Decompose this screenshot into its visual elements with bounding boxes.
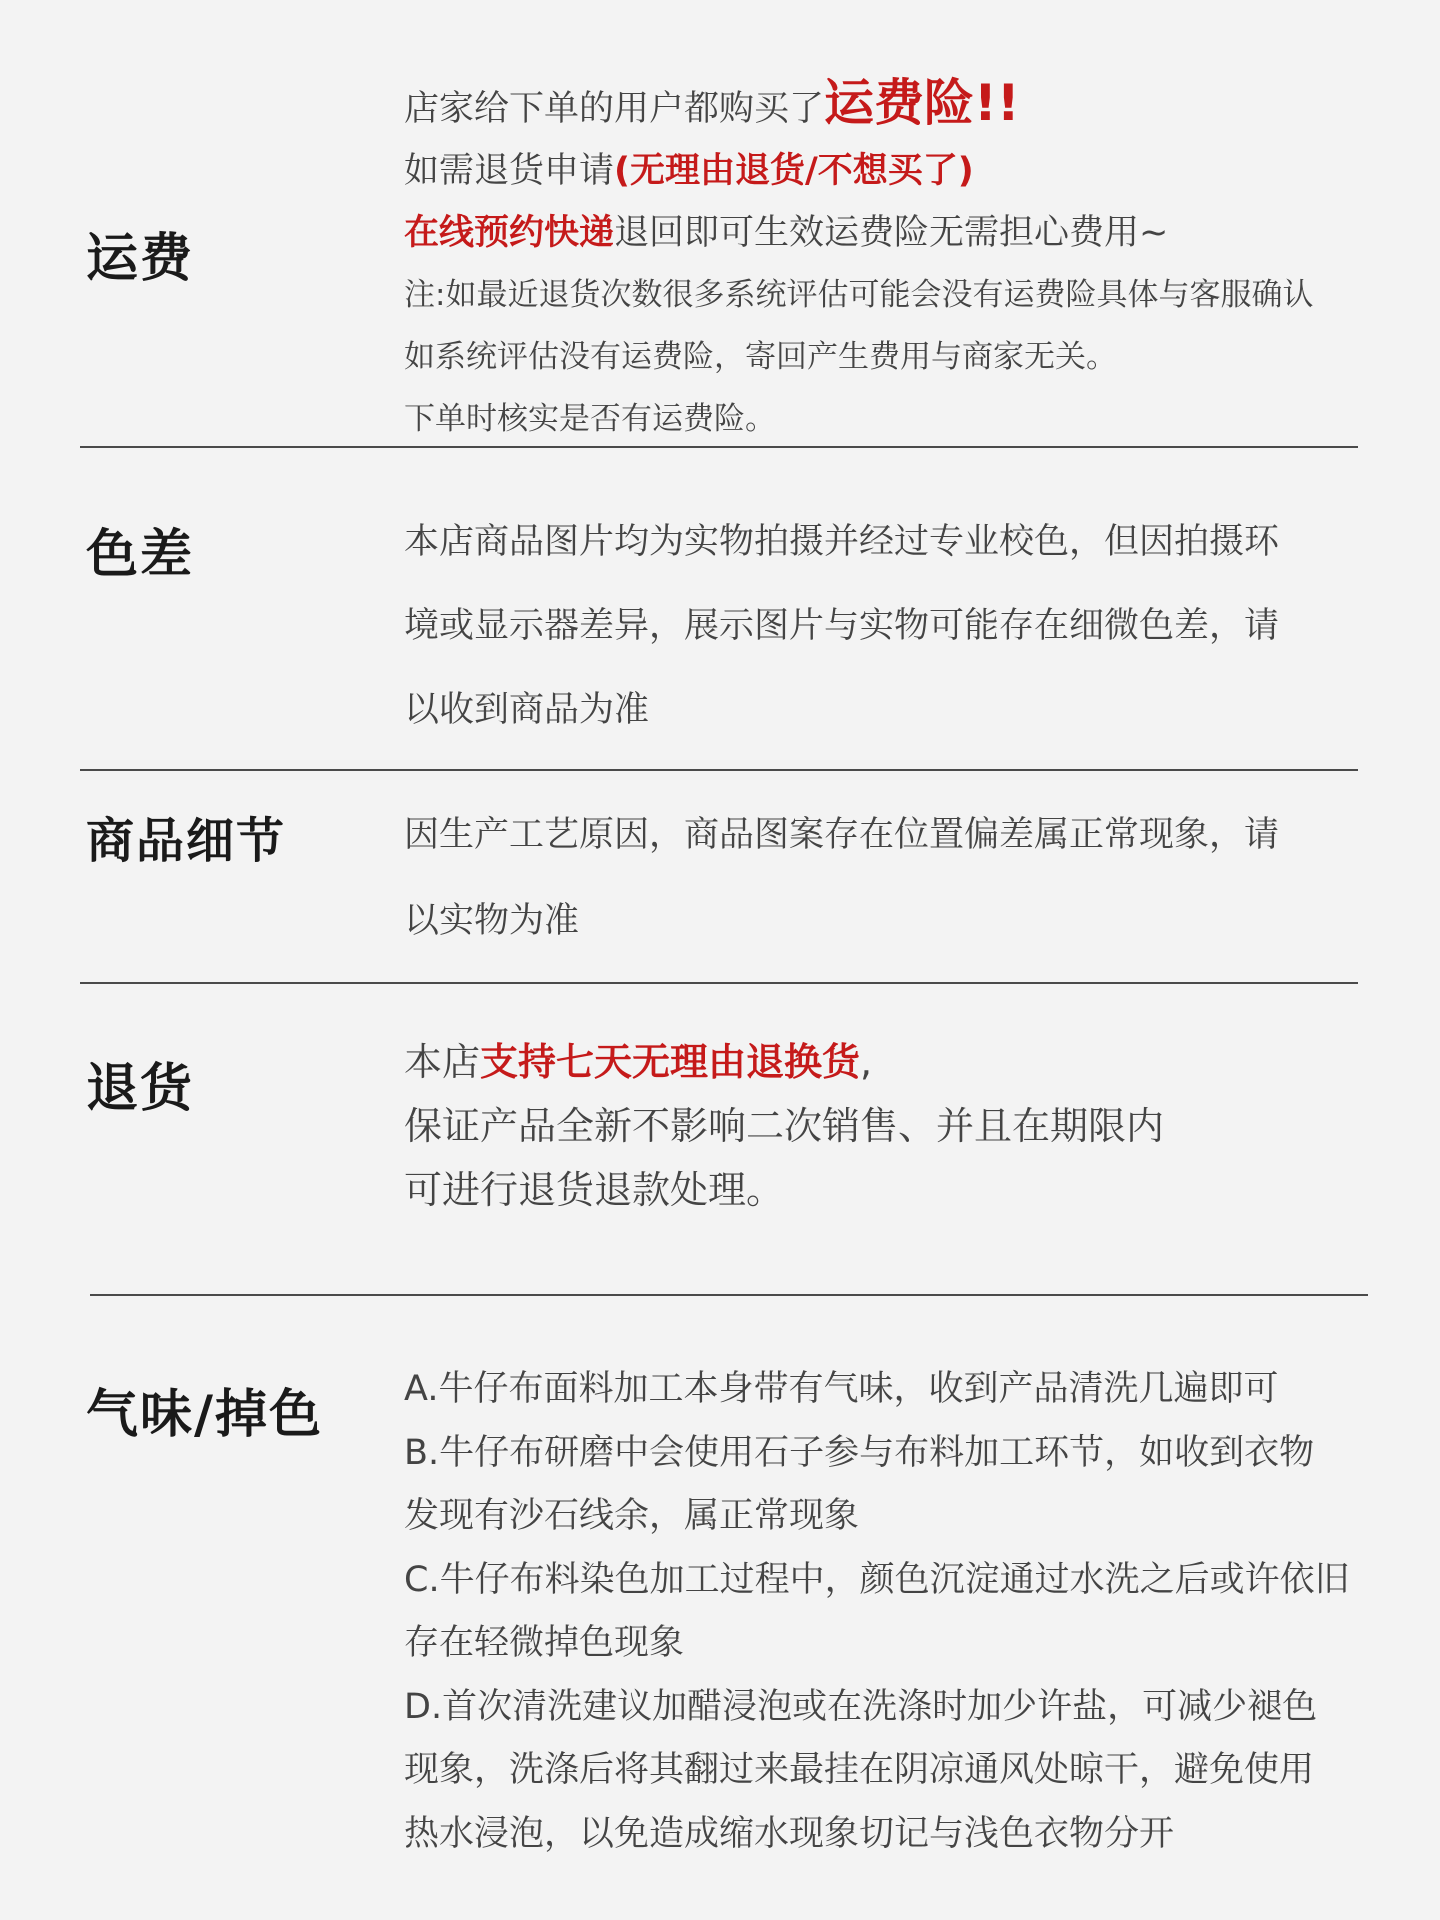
details-line-2: 以实物为准 [404,901,580,941]
color-diff-title: 色差 [86,525,195,585]
color-diff-body [404,500,1279,752]
returns-body [404,1030,1164,1222]
odor-line-5: 存在轻微掉色现象 [404,1623,685,1663]
odor-line-7: 现象，洗涤后将其翻过来最挂在阴凉通风处晾干，避免使用 [404,1750,1315,1790]
details-title: 商品细节 [86,813,287,869]
divider-2 [80,769,1358,771]
shipping-reason-highlight: (无理由退货/不想买了) [614,151,974,191]
odor-line-3: 发现有沙石线余，属正常现象 [404,1496,860,1536]
shipping-line-3: 在线预约快递退回即可生效运费险无需担心费用~ [404,213,1169,253]
odor-title: 气味/掉色 [86,1385,323,1445]
shipping-body [404,72,1313,450]
color-diff-line-3: 以收到商品为准 [404,690,650,730]
divider-4 [90,1294,1368,1296]
returns-line-3: 可进行退货退款处理。 [404,1168,785,1212]
details-body [404,792,1279,964]
odor-line-6: D.首次清洗建议加醋浸泡或在洗涤时加少许盐，可减少褪色 [404,1686,1318,1727]
color-diff-line-1: 本店商品图片均为实物拍摄并经过专业校色，但因拍摄环 [404,522,1280,562]
shipping-courier-highlight: 在线预约快递 [404,213,615,253]
odor-line-1: A.牛仔布面料加工本身带有气味，收到产品清洗几遍即可 [404,1369,1279,1409]
odor-line-2: B.牛仔布研磨中会使用石子参与布料加工环节，如收到衣物 [404,1432,1315,1473]
divider-1 [80,446,1358,448]
returns-policy-highlight: 支持七天无理由退换货 [480,1040,861,1084]
shipping-note-2: 如系统评估没有运费险，寄回产生费用与商家无关。 [404,339,1117,375]
divider-3 [80,982,1358,984]
odor-line-4: C.牛仔布料染色加工过程中，颜色沉淀通过水洗之后或许依旧 [404,1559,1350,1600]
shipping-title: 运费 [86,229,195,289]
shipping-line-2: 如需退货申请(无理由退货/不想买了) [404,151,974,191]
shipping-note-1: 注:如最近退货次数很多系统评估可能会没有运费险具体与客服确认 [404,277,1314,313]
details-line-1: 因生产工艺原因，商品图案存在位置偏差属正常现象，请 [404,815,1280,855]
odor-line-8: 热水浸泡，以免造成缩水现象切记与浅色衣物分开 [404,1813,1175,1854]
color-diff-line-2: 境或显示器差异，展示图片与实物可能存在细微色差，请 [404,606,1280,646]
shipping-note-3: 下单时核实是否有运费险。 [404,401,776,437]
returns-line-1: 本店支持七天无理由退换货, [404,1040,873,1084]
shipping-insurance-highlight: 运费险!! [824,74,1020,132]
returns-line-2: 保证产品全新不影响二次销售、并且在期限内 [404,1104,1165,1148]
shipping-line-1: 店家给下单的用户都购买了运费险!! [404,74,1020,132]
returns-title: 退货 [86,1059,195,1119]
odor-body [404,1358,1350,1866]
